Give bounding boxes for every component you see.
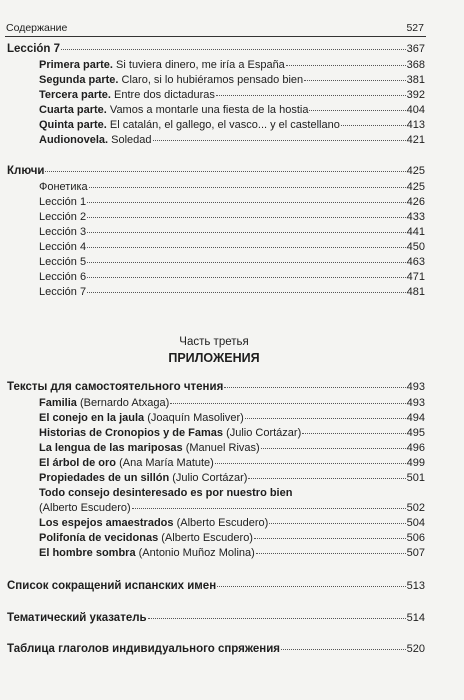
toc-entry-keys-leccion-7 <box>39 285 425 299</box>
toc-entry-author: (Ana María Matute) <box>119 457 214 469</box>
leader-dots <box>248 478 405 479</box>
toc-entry-page: 426 <box>406 196 425 208</box>
toc-entry-familia <box>39 396 425 410</box>
toc-entry-keys-leccion-6 <box>39 270 425 284</box>
toc-entry-title: La lengua de las mariposas <box>39 442 183 454</box>
toc-entry-quinta-parte <box>39 118 425 132</box>
toc-entry-verb-table <box>7 642 425 656</box>
leader-dots <box>87 262 406 263</box>
toc-entry-page: 471 <box>406 271 425 283</box>
toc-entry-page: 499 <box>406 457 425 469</box>
running-head <box>6 22 424 34</box>
leader-dots <box>269 523 405 524</box>
toc-entry-audionovela <box>39 133 425 147</box>
toc-entry-title: El árbol de oro <box>39 457 117 469</box>
toc-entry-title: Historias de Cronopios y de Famas <box>39 427 223 439</box>
toc-entry-keys-fonetika <box>39 180 425 194</box>
toc-entry-title: Тексты для самостоятельного чтения <box>7 381 224 393</box>
toc-entry-title: Los espejos amaestrados <box>39 517 174 529</box>
toc-entry-page: 494 <box>406 412 425 424</box>
toc-entry-title: El hombre sombra <box>39 547 136 559</box>
toc-entry-author: (Alberto Escudero) <box>39 502 131 514</box>
toc-entry-title: Список сокращений испанских имен <box>7 580 217 592</box>
toc-entry-segunda-parte <box>39 73 425 87</box>
toc-entry-title: Lección 7 <box>39 286 87 298</box>
leader-dots <box>87 292 406 293</box>
toc-entry-title: Segunda parte. <box>39 74 119 86</box>
toc-entry-page: 404 <box>406 104 425 116</box>
toc-entry-keys-leccion-1 <box>39 195 425 209</box>
toc-entry-el-hombre-sombra <box>39 546 425 560</box>
toc-entry-page: 381 <box>406 74 425 86</box>
toc-entry-title: Lección 3 <box>39 226 87 238</box>
toc-entry-page: 501 <box>406 472 425 484</box>
toc-entry-page: 507 <box>406 547 425 559</box>
toc-entry-title: Таблица глаголов индивидуального спряжения <box>7 643 281 655</box>
leader-dots <box>89 187 406 188</box>
toc-entry-page: 504 <box>406 517 425 529</box>
leader-dots <box>87 232 406 233</box>
toc-entry-page: 425 <box>406 165 425 177</box>
toc-entry-subtitle: Entre dos dictaduras <box>114 89 215 101</box>
leader-dots <box>45 171 405 172</box>
leader-dots <box>256 553 406 554</box>
toc-entry-title: Familia <box>39 397 77 409</box>
leader-dots <box>217 586 405 587</box>
toc-entry-author: (Julio Cortázar) <box>172 472 248 484</box>
part-label: Часть третья <box>179 336 249 348</box>
leader-dots <box>286 65 406 66</box>
leader-dots <box>87 217 406 218</box>
toc-entry-polifonia <box>39 531 425 545</box>
toc-entry-keys-leccion-3 <box>39 225 425 239</box>
toc-entry-title: Lección 4 <box>39 241 87 253</box>
toc-entry-title: Propiedades de un sillón <box>39 472 170 484</box>
toc-entry-abbreviations <box>7 579 425 593</box>
toc-entry-title: Lección 5 <box>39 256 87 268</box>
header-rule <box>5 36 426 37</box>
toc-entry-subtitle: Si tuviera dinero, me iría a España <box>116 59 285 71</box>
toc-entry-page: 502 <box>406 502 425 514</box>
leader-dots <box>61 49 406 50</box>
leader-dots <box>87 247 406 248</box>
toc-entry-keys-leccion-4 <box>39 240 425 254</box>
toc-entry-page: 450 <box>406 241 425 253</box>
toc-entry-todo-consejo <box>39 501 425 515</box>
toc-entry-la-lengua <box>39 441 425 455</box>
toc-entry-page: 441 <box>406 226 425 238</box>
toc-entry-page: 367 <box>406 43 425 55</box>
toc-entry-subtitle: Soledad <box>111 134 152 146</box>
leader-dots <box>87 202 406 203</box>
toc-entry-author: (Antonio Muñoz Molina) <box>138 547 255 559</box>
toc-entry-author: (Julio Cortázar) <box>226 427 302 439</box>
toc-entry-title: Tercera parte. <box>39 89 111 101</box>
toc-entry-page: 506 <box>406 532 425 544</box>
toc-entry-title: Primera parte. <box>39 59 113 71</box>
toc-entry-subtitle: Vamos a montarle una fiesta de la hostia <box>109 104 309 116</box>
toc-entry-page: 493 <box>406 397 425 409</box>
toc-entry-el-conejo <box>39 411 425 425</box>
toc-entry-subtitle: El catalán, el gallego, el vasco... y el castellano <box>109 119 340 131</box>
toc-entry-page: 496 <box>406 442 425 454</box>
toc-entry-title: Фонетика <box>39 181 88 193</box>
toc-entry-author: (Joaquín Masoliver) <box>147 412 244 424</box>
part-title: ПРИЛОЖЕНИЯ <box>168 351 260 365</box>
leader-dots <box>302 433 405 434</box>
toc-entry-page: 433 <box>406 211 425 223</box>
toc-entry-author: (Alberto Escudero) <box>176 517 269 529</box>
toc-entry-page: 463 <box>406 256 425 268</box>
toc-entry-propiedades <box>39 471 425 485</box>
toc-entry-page: 425 <box>406 181 425 193</box>
toc-entry-page: 368 <box>406 59 425 71</box>
toc-entry-page: 392 <box>406 89 425 101</box>
toc-entry-author: (Manuel Rivas) <box>185 442 260 454</box>
running-head-title: Содержание <box>6 22 68 34</box>
toc-entry-los-espejos <box>39 516 425 530</box>
toc-entry-title: Audionovela. <box>39 134 109 146</box>
toc-entry-title: Lección 7 <box>7 43 61 55</box>
toc-entry-thematic-index <box>7 611 425 625</box>
toc-entry-title: Lección 2 <box>39 211 87 223</box>
leader-dots <box>304 80 406 81</box>
leader-dots <box>309 110 405 111</box>
leader-dots <box>148 618 406 619</box>
leader-dots <box>153 140 406 141</box>
toc-entry-primera-parte <box>39 58 425 72</box>
toc-entry-page: 513 <box>406 580 425 592</box>
leader-dots <box>224 387 405 388</box>
toc-entry-cuarta-parte <box>39 103 425 117</box>
toc-entry-page: 493 <box>406 381 425 393</box>
toc-entry-title: Polifonía de vecidonas <box>39 532 159 544</box>
toc-entry-page: 413 <box>406 119 425 131</box>
toc-entry-texts <box>7 380 425 394</box>
leader-dots <box>254 538 406 539</box>
leader-dots <box>132 508 406 509</box>
toc-entry-page: 520 <box>406 643 425 655</box>
toc-entry-page: 514 <box>406 612 425 624</box>
leader-dots <box>215 463 406 464</box>
toc-entry-title: Quinta parte. <box>39 119 107 131</box>
toc-entry-author: (Bernardo Atxaga) <box>79 397 170 409</box>
leader-dots <box>341 125 406 126</box>
toc-entry-todo-consejo-title <box>39 486 292 500</box>
toc-entry-title: Lección 6 <box>39 271 87 283</box>
running-head-page-number: 527 <box>406 22 424 34</box>
toc-entry-tercera-parte <box>39 88 425 102</box>
toc-entry-title: Ключи <box>7 165 45 177</box>
toc-entry-title: Cuarta parte. <box>39 104 107 116</box>
leader-dots <box>261 448 406 449</box>
toc-entry-keys-leccion-2 <box>39 210 425 224</box>
toc-entry-title: El conejo en la jaula <box>39 412 145 424</box>
toc-entry-page: 421 <box>406 134 425 146</box>
toc-entry-page: 481 <box>406 286 425 298</box>
toc-entry-author: (Alberto Escudero) <box>161 532 253 544</box>
toc-entry-leccion-7 <box>7 42 425 56</box>
toc-entry-page: 495 <box>406 427 425 439</box>
toc-entry-title: Тематический указатель <box>7 612 147 624</box>
leader-dots <box>281 649 406 650</box>
toc-entry-cronopios <box>39 426 425 440</box>
leader-dots <box>216 95 406 96</box>
toc-entry-keys-leccion-5 <box>39 255 425 269</box>
toc-entry-title: Todo consejo desinteresado es por nuestro bien <box>39 487 293 499</box>
toc-entry-keys <box>7 164 425 178</box>
toc-entry-title: Lección 1 <box>39 196 87 208</box>
leader-dots <box>87 277 406 278</box>
leader-dots <box>245 418 406 419</box>
toc-entry-el-arbol <box>39 456 425 470</box>
leader-dots <box>170 403 405 404</box>
toc-entry-subtitle: Claro, si lo hubiéramos pensado bien <box>121 74 304 86</box>
